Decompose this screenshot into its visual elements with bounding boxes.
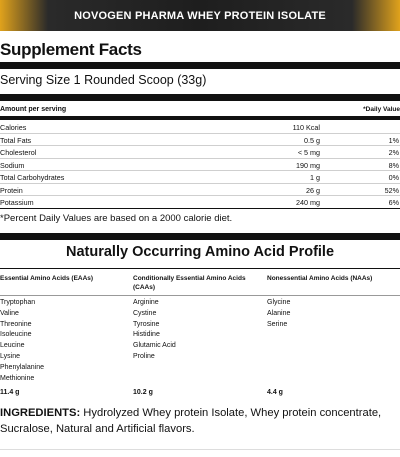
- divider-thin: [0, 208, 400, 209]
- divider-mid: [0, 116, 400, 120]
- amino-acid-item: Proline: [133, 352, 155, 360]
- caa-heading: Conditionally Essential Amino Acids (CAAs): [133, 275, 246, 291]
- nutrient-amount: 110 Kcal: [292, 123, 320, 132]
- amino-acid-item: Phenylalanine: [0, 363, 44, 371]
- nutrient-daily-value: 1%: [388, 135, 399, 145]
- ingredients: [0, 406, 400, 437]
- amino-acid-item: Valine: [0, 309, 19, 317]
- divider-thin: [0, 295, 400, 296]
- naa-total: 4.4 g: [267, 389, 283, 396]
- divider-bottom: [0, 449, 400, 450]
- nutrient-amount: 1 g: [310, 173, 320, 182]
- nutrient-amount: 190 mg: [296, 160, 320, 170]
- amino-acid-item: Tyrosine: [133, 320, 160, 328]
- amino-acid-item: Methionine: [0, 374, 35, 382]
- eaa-heading: Essential Amino Acids (EAAs): [0, 275, 94, 282]
- nutrient-amount: 0.5 g: [304, 135, 320, 145]
- nutrient-name: Total Fats: [0, 135, 32, 145]
- nutrient-row: [0, 146, 400, 159]
- nutrient-row: [0, 134, 400, 147]
- supplement-facts-title: Supplement Facts: [0, 40, 142, 59]
- divider-thick: [0, 94, 400, 101]
- nutrient-name: Protein: [0, 185, 23, 195]
- nutrient-name: Total Carbohydrates: [0, 173, 65, 182]
- product-title: NOVOGEN PHARMA WHEY PROTEIN ISOLATE: [74, 9, 326, 22]
- nutrient-daily-value: 0%: [388, 173, 399, 182]
- daily-value-footnote: *Percent Daily Values are based on a 2000 calorie diet.: [0, 213, 233, 224]
- amino-acid-item: Alanine: [267, 309, 291, 317]
- nutrient-amount: < 5 mg: [297, 148, 320, 157]
- amino-acid-item: Histidine: [133, 331, 160, 339]
- nutrient-row: [0, 196, 400, 209]
- nutrient-daily-value: 52%: [384, 185, 399, 195]
- amino-acid-item: Arginine: [133, 299, 159, 306]
- amount-per-serving-header: Amount per serving: [0, 106, 67, 113]
- ingredients-label: INGREDIENTS:: [0, 407, 81, 419]
- divider-thin: [0, 268, 400, 269]
- naa-heading: Nonessential Amino Acids (NAAs): [267, 275, 373, 282]
- caa-list: [133, 298, 176, 363]
- amino-acid-item: Tryptophan: [0, 299, 36, 306]
- nutrient-row: [0, 184, 400, 197]
- nutrient-name: Calories: [0, 123, 27, 132]
- divider-thick: [0, 233, 400, 240]
- nutrient-row: [0, 121, 400, 134]
- amino-acid-item: Threonine: [0, 320, 32, 328]
- nutrient-daily-value: 2%: [388, 148, 399, 157]
- nutrient-row: [0, 171, 400, 184]
- nutrient-name: Potassium: [0, 198, 34, 207]
- caa-total: 10.2 g: [133, 389, 153, 396]
- daily-value-header: *Daily Value: [363, 106, 400, 113]
- amino-acid-title: Naturally Occurring Amino Acid Profile: [65, 244, 335, 260]
- serving-size: Serving Size 1 Rounded Scoop (33g): [0, 73, 207, 87]
- nutrient-amount: 240 mg: [296, 198, 320, 207]
- eaa-total: 11.4 g: [0, 389, 20, 396]
- product-banner: [0, 0, 400, 31]
- nutrient-name: Sodium: [0, 160, 25, 170]
- amino-acid-item: Cystine: [133, 309, 157, 317]
- naa-list: [267, 298, 290, 330]
- ingredients-text: Hydrolyzed Whey protein Isolate, Whey protein concentrate, Sucralose, Natural and Artificial flavors.: [0, 407, 382, 435]
- amino-acid-item: Leucine: [0, 342, 25, 350]
- nutrient-name: Cholesterol: [0, 148, 37, 157]
- amino-acid-item: Glutamic Acid: [133, 342, 176, 350]
- nutrient-daily-value: 6%: [388, 198, 399, 207]
- nutrient-amount: 26 g: [306, 185, 320, 195]
- divider-thick: [0, 62, 400, 69]
- nutrient-daily-value: 8%: [388, 160, 399, 170]
- amino-acid-item: Isoleucine: [0, 331, 32, 339]
- amino-acid-item: Serine: [267, 320, 288, 328]
- eaa-list: [0, 298, 44, 384]
- amino-acid-item: Lysine: [0, 352, 20, 360]
- amino-acid-item: Glycine: [267, 299, 291, 306]
- nutrient-row: [0, 159, 400, 172]
